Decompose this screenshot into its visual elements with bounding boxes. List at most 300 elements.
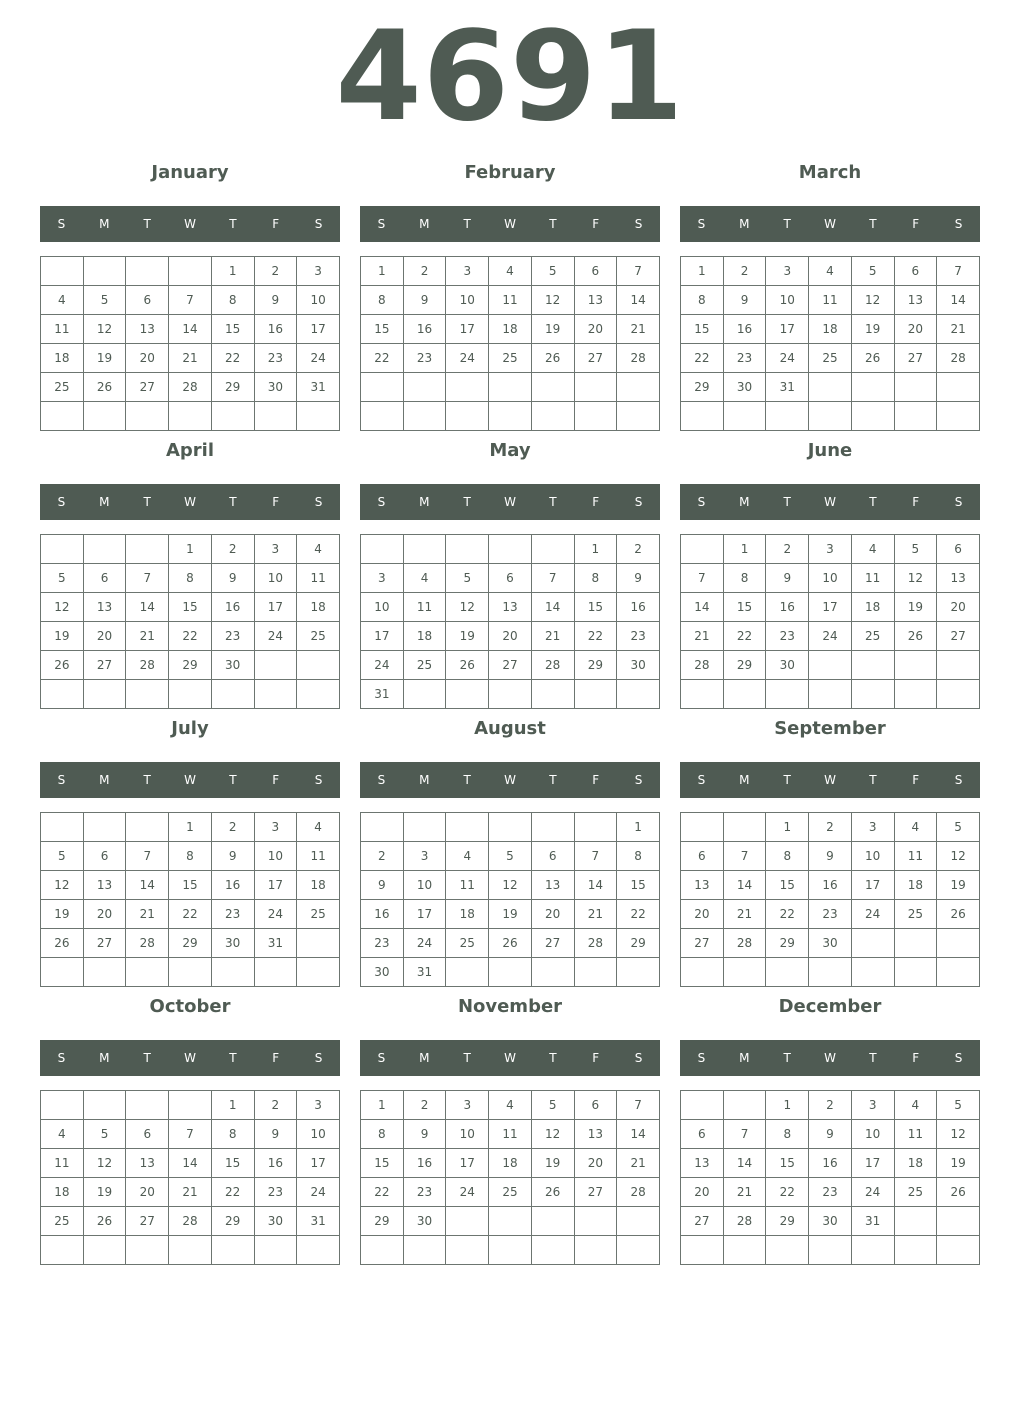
empty-day-cell bbox=[361, 373, 404, 402]
day-cell: 12 bbox=[531, 286, 574, 315]
empty-day-cell bbox=[617, 1207, 660, 1236]
empty-day-cell bbox=[446, 813, 489, 842]
day-cell: 11 bbox=[446, 871, 489, 900]
weekday-label: S bbox=[634, 495, 643, 509]
empty-day-cell bbox=[254, 651, 297, 680]
weekday-label: S bbox=[697, 217, 706, 231]
empty-day-cell bbox=[41, 1091, 84, 1120]
empty-day-cell bbox=[254, 958, 297, 987]
day-cell: 23 bbox=[403, 1178, 446, 1207]
day-grid bbox=[680, 812, 980, 987]
day-cell: 25 bbox=[446, 929, 489, 958]
day-cell: 17 bbox=[361, 622, 404, 651]
day-cell: 18 bbox=[851, 593, 894, 622]
day-cell: 5 bbox=[937, 1091, 980, 1120]
empty-day-cell bbox=[403, 1236, 446, 1265]
day-cell: 23 bbox=[809, 900, 852, 929]
day-cell: 12 bbox=[531, 1120, 574, 1149]
weekday-label: T bbox=[869, 495, 877, 509]
day-cell: 27 bbox=[937, 622, 980, 651]
week-row bbox=[41, 900, 340, 929]
empty-day-cell bbox=[169, 958, 212, 987]
empty-day-cell bbox=[723, 813, 766, 842]
day-cell: 20 bbox=[574, 315, 617, 344]
empty-day-cell bbox=[894, 1207, 937, 1236]
weekday-label: S bbox=[697, 1051, 706, 1065]
empty-day-cell bbox=[489, 1236, 532, 1265]
empty-day-cell bbox=[211, 1236, 254, 1265]
day-cell: 17 bbox=[446, 315, 489, 344]
day-cell: 15 bbox=[361, 315, 404, 344]
day-cell: 16 bbox=[809, 871, 852, 900]
empty-day-cell bbox=[681, 402, 724, 431]
day-cell: 31 bbox=[766, 373, 809, 402]
day-cell: 17 bbox=[851, 871, 894, 900]
day-cell: 14 bbox=[126, 871, 169, 900]
day-cell: 2 bbox=[809, 813, 852, 842]
day-cell: 2 bbox=[211, 813, 254, 842]
day-cell: 24 bbox=[297, 344, 340, 373]
weekday-label: M bbox=[99, 495, 110, 509]
empty-day-cell bbox=[446, 373, 489, 402]
day-cell: 15 bbox=[766, 1149, 809, 1178]
day-grid bbox=[40, 256, 340, 431]
day-cell: 8 bbox=[617, 842, 660, 871]
weekday-label: S bbox=[634, 773, 643, 787]
weekday-label: W bbox=[184, 773, 196, 787]
day-cell: 8 bbox=[361, 1120, 404, 1149]
day-cell: 2 bbox=[403, 1091, 446, 1120]
empty-day-cell bbox=[403, 535, 446, 564]
week-row bbox=[681, 842, 980, 871]
empty-day-cell bbox=[126, 1091, 169, 1120]
day-cell: 2 bbox=[254, 257, 297, 286]
day-cell: 15 bbox=[169, 593, 212, 622]
empty-day-cell bbox=[489, 958, 532, 987]
week-row bbox=[681, 1149, 980, 1178]
day-cell: 20 bbox=[83, 900, 126, 929]
day-cell: 12 bbox=[83, 1149, 126, 1178]
empty-day-cell bbox=[489, 1207, 532, 1236]
weekday-label: S bbox=[954, 495, 963, 509]
day-cell: 3 bbox=[446, 1091, 489, 1120]
day-cell: 28 bbox=[126, 651, 169, 680]
day-cell: 16 bbox=[211, 593, 254, 622]
empty-day-cell bbox=[403, 680, 446, 709]
day-cell: 15 bbox=[211, 315, 254, 344]
empty-day-cell bbox=[851, 958, 894, 987]
day-cell: 7 bbox=[723, 842, 766, 871]
week-row bbox=[361, 813, 660, 842]
day-cell: 28 bbox=[169, 373, 212, 402]
day-cell: 24 bbox=[403, 929, 446, 958]
empty-day-cell bbox=[574, 373, 617, 402]
day-cell: 27 bbox=[894, 344, 937, 373]
day-cell: 6 bbox=[83, 842, 126, 871]
weekday-label: F bbox=[912, 773, 920, 787]
weekday-label: W bbox=[504, 773, 516, 787]
day-cell: 18 bbox=[41, 344, 84, 373]
day-cell: 12 bbox=[489, 871, 532, 900]
weekday-label: W bbox=[184, 217, 196, 231]
day-cell: 26 bbox=[937, 1178, 980, 1207]
day-cell: 18 bbox=[297, 593, 340, 622]
day-cell: 16 bbox=[254, 315, 297, 344]
day-cell: 2 bbox=[211, 535, 254, 564]
day-cell: 30 bbox=[617, 651, 660, 680]
empty-day-cell bbox=[681, 1236, 724, 1265]
week-row bbox=[681, 564, 980, 593]
day-cell: 3 bbox=[403, 842, 446, 871]
week-row bbox=[361, 286, 660, 315]
day-cell: 5 bbox=[446, 564, 489, 593]
empty-day-cell bbox=[531, 373, 574, 402]
week-row bbox=[681, 900, 980, 929]
day-cell: 16 bbox=[403, 315, 446, 344]
weekday-label: M bbox=[99, 1051, 110, 1065]
day-cell: 4 bbox=[851, 535, 894, 564]
day-cell: 23 bbox=[723, 344, 766, 373]
day-cell: 26 bbox=[531, 344, 574, 373]
day-cell: 2 bbox=[617, 535, 660, 564]
day-cell: 25 bbox=[894, 1178, 937, 1207]
empty-day-cell bbox=[574, 958, 617, 987]
day-cell: 16 bbox=[617, 593, 660, 622]
week-row bbox=[361, 871, 660, 900]
empty-day-cell bbox=[681, 813, 724, 842]
empty-day-cell bbox=[617, 1236, 660, 1265]
day-cell: 29 bbox=[766, 1207, 809, 1236]
day-cell: 13 bbox=[574, 286, 617, 315]
weekday-label: M bbox=[419, 495, 430, 509]
day-cell: 26 bbox=[41, 929, 84, 958]
empty-day-cell bbox=[489, 813, 532, 842]
day-cell: 26 bbox=[489, 929, 532, 958]
day-cell: 28 bbox=[531, 651, 574, 680]
day-cell: 20 bbox=[574, 1149, 617, 1178]
day-cell: 24 bbox=[446, 1178, 489, 1207]
week-row bbox=[681, 535, 980, 564]
empty-day-cell bbox=[531, 1236, 574, 1265]
month-name: May bbox=[489, 440, 531, 461]
empty-day-cell bbox=[83, 958, 126, 987]
empty-day-cell bbox=[937, 373, 980, 402]
empty-day-cell bbox=[83, 402, 126, 431]
day-cell: 26 bbox=[83, 373, 126, 402]
day-grid bbox=[680, 1090, 980, 1265]
day-cell: 11 bbox=[489, 286, 532, 315]
day-cell: 20 bbox=[126, 1178, 169, 1207]
empty-day-cell bbox=[574, 1207, 617, 1236]
week-row bbox=[681, 929, 980, 958]
day-cell: 19 bbox=[531, 1149, 574, 1178]
empty-day-cell bbox=[297, 402, 340, 431]
week-row bbox=[681, 1207, 980, 1236]
week-row bbox=[41, 813, 340, 842]
day-cell: 9 bbox=[361, 871, 404, 900]
weekday-label: T bbox=[463, 217, 471, 231]
empty-day-cell bbox=[211, 958, 254, 987]
day-cell: 25 bbox=[41, 373, 84, 402]
empty-day-cell bbox=[361, 813, 404, 842]
week-row bbox=[41, 622, 340, 651]
weekday-label: T bbox=[229, 1051, 237, 1065]
day-cell: 23 bbox=[211, 622, 254, 651]
empty-day-cell bbox=[809, 402, 852, 431]
week-row bbox=[41, 535, 340, 564]
empty-day-cell bbox=[41, 1236, 84, 1265]
week-row bbox=[361, 680, 660, 709]
day-cell: 24 bbox=[254, 900, 297, 929]
day-cell: 9 bbox=[766, 564, 809, 593]
empty-day-cell bbox=[894, 929, 937, 958]
day-cell: 29 bbox=[211, 373, 254, 402]
day-cell: 15 bbox=[361, 1149, 404, 1178]
day-cell: 18 bbox=[403, 622, 446, 651]
day-cell: 29 bbox=[681, 373, 724, 402]
day-cell: 24 bbox=[446, 344, 489, 373]
day-grid bbox=[680, 256, 980, 431]
day-cell: 13 bbox=[126, 315, 169, 344]
day-cell: 28 bbox=[723, 1207, 766, 1236]
day-cell: 30 bbox=[723, 373, 766, 402]
empty-day-cell bbox=[809, 1236, 852, 1265]
day-cell: 28 bbox=[937, 344, 980, 373]
day-cell: 18 bbox=[41, 1178, 84, 1207]
weekday-label: M bbox=[99, 773, 110, 787]
day-cell: 1 bbox=[723, 535, 766, 564]
day-cell: 9 bbox=[617, 564, 660, 593]
empty-day-cell bbox=[894, 1236, 937, 1265]
day-cell: 25 bbox=[41, 1207, 84, 1236]
day-cell: 9 bbox=[809, 1120, 852, 1149]
weekday-label: S bbox=[314, 1051, 323, 1065]
weekday-label: F bbox=[912, 495, 920, 509]
day-cell: 23 bbox=[403, 344, 446, 373]
day-cell: 4 bbox=[297, 535, 340, 564]
weekday-label: S bbox=[377, 1051, 386, 1065]
day-cell: 20 bbox=[489, 622, 532, 651]
day-cell: 27 bbox=[83, 651, 126, 680]
empty-day-cell bbox=[531, 958, 574, 987]
day-cell: 7 bbox=[617, 257, 660, 286]
weekday-label: T bbox=[143, 217, 151, 231]
week-row bbox=[41, 842, 340, 871]
weekday-header bbox=[40, 206, 340, 242]
weekday-label: S bbox=[954, 773, 963, 787]
day-cell: 12 bbox=[937, 1120, 980, 1149]
day-cell: 15 bbox=[617, 871, 660, 900]
day-cell: 14 bbox=[617, 286, 660, 315]
empty-day-cell bbox=[446, 1207, 489, 1236]
day-cell: 6 bbox=[574, 257, 617, 286]
day-cell: 8 bbox=[766, 842, 809, 871]
day-cell: 26 bbox=[937, 900, 980, 929]
week-row bbox=[361, 564, 660, 593]
weekday-label: W bbox=[824, 495, 836, 509]
empty-day-cell bbox=[574, 1236, 617, 1265]
day-cell: 8 bbox=[169, 842, 212, 871]
day-cell: 18 bbox=[489, 315, 532, 344]
day-cell: 16 bbox=[211, 871, 254, 900]
day-cell: 3 bbox=[254, 813, 297, 842]
day-cell: 30 bbox=[403, 1207, 446, 1236]
day-cell: 25 bbox=[489, 1178, 532, 1207]
month-name: October bbox=[149, 996, 231, 1017]
month-name: August bbox=[474, 718, 546, 739]
day-cell: 11 bbox=[489, 1120, 532, 1149]
empty-day-cell bbox=[723, 1236, 766, 1265]
day-cell: 19 bbox=[894, 593, 937, 622]
weekday-label: T bbox=[143, 1051, 151, 1065]
day-cell: 1 bbox=[617, 813, 660, 842]
day-cell: 27 bbox=[681, 1207, 724, 1236]
day-cell: 14 bbox=[617, 1120, 660, 1149]
day-cell: 28 bbox=[617, 1178, 660, 1207]
day-cell: 17 bbox=[809, 593, 852, 622]
weekday-label: F bbox=[272, 773, 280, 787]
day-cell: 13 bbox=[83, 593, 126, 622]
day-cell: 16 bbox=[361, 900, 404, 929]
day-cell: 24 bbox=[766, 344, 809, 373]
day-cell: 27 bbox=[83, 929, 126, 958]
day-cell: 25 bbox=[489, 344, 532, 373]
day-cell: 30 bbox=[211, 651, 254, 680]
month-name: March bbox=[798, 162, 862, 183]
day-cell: 12 bbox=[851, 286, 894, 315]
day-cell: 10 bbox=[254, 564, 297, 593]
weekday-label: T bbox=[783, 495, 791, 509]
empty-day-cell bbox=[531, 402, 574, 431]
day-cell: 9 bbox=[403, 1120, 446, 1149]
week-row bbox=[361, 1236, 660, 1265]
day-cell: 10 bbox=[361, 593, 404, 622]
day-cell: 17 bbox=[403, 900, 446, 929]
weekday-header bbox=[360, 484, 660, 520]
empty-day-cell bbox=[169, 257, 212, 286]
day-cell: 13 bbox=[681, 1149, 724, 1178]
day-cell: 8 bbox=[574, 564, 617, 593]
day-cell: 5 bbox=[531, 257, 574, 286]
day-cell: 29 bbox=[211, 1207, 254, 1236]
week-row bbox=[41, 564, 340, 593]
day-cell: 17 bbox=[254, 593, 297, 622]
empty-day-cell bbox=[894, 680, 937, 709]
week-row bbox=[41, 286, 340, 315]
day-cell: 19 bbox=[41, 900, 84, 929]
day-cell: 20 bbox=[126, 344, 169, 373]
weekday-label: S bbox=[634, 217, 643, 231]
weekday-header bbox=[40, 762, 340, 798]
day-cell: 13 bbox=[489, 593, 532, 622]
empty-day-cell bbox=[126, 958, 169, 987]
week-row bbox=[41, 257, 340, 286]
day-grid bbox=[360, 534, 660, 709]
day-cell: 25 bbox=[894, 900, 937, 929]
day-cell: 17 bbox=[297, 1149, 340, 1178]
day-cell: 19 bbox=[937, 871, 980, 900]
day-cell: 31 bbox=[297, 373, 340, 402]
day-cell: 30 bbox=[211, 929, 254, 958]
day-cell: 19 bbox=[83, 344, 126, 373]
day-cell: 18 bbox=[894, 1149, 937, 1178]
weekday-label: S bbox=[377, 217, 386, 231]
day-cell: 23 bbox=[254, 1178, 297, 1207]
week-row bbox=[41, 1178, 340, 1207]
day-cell: 30 bbox=[254, 1207, 297, 1236]
month-name: December bbox=[778, 996, 882, 1017]
day-cell: 22 bbox=[766, 1178, 809, 1207]
week-row bbox=[681, 257, 980, 286]
day-cell: 27 bbox=[126, 1207, 169, 1236]
day-cell: 19 bbox=[937, 1149, 980, 1178]
empty-day-cell bbox=[254, 680, 297, 709]
day-cell: 18 bbox=[297, 871, 340, 900]
weekday-label: S bbox=[314, 217, 323, 231]
day-cell: 4 bbox=[809, 257, 852, 286]
day-cell: 26 bbox=[851, 344, 894, 373]
day-cell: 12 bbox=[41, 593, 84, 622]
day-cell: 1 bbox=[169, 535, 212, 564]
empty-day-cell bbox=[894, 402, 937, 431]
day-cell: 4 bbox=[446, 842, 489, 871]
empty-day-cell bbox=[126, 813, 169, 842]
empty-day-cell bbox=[617, 958, 660, 987]
day-cell: 11 bbox=[403, 593, 446, 622]
weekday-label: S bbox=[57, 773, 66, 787]
empty-day-cell bbox=[894, 958, 937, 987]
day-cell: 21 bbox=[126, 622, 169, 651]
empty-day-cell bbox=[531, 1207, 574, 1236]
weekday-label: S bbox=[57, 1051, 66, 1065]
week-row bbox=[681, 680, 980, 709]
day-cell: 9 bbox=[403, 286, 446, 315]
day-cell: 12 bbox=[83, 315, 126, 344]
day-cell: 1 bbox=[361, 1091, 404, 1120]
day-cell: 4 bbox=[894, 813, 937, 842]
weekday-label: S bbox=[377, 773, 386, 787]
day-cell: 14 bbox=[574, 871, 617, 900]
day-cell: 13 bbox=[681, 871, 724, 900]
empty-day-cell bbox=[531, 680, 574, 709]
day-cell: 27 bbox=[574, 344, 617, 373]
day-cell: 3 bbox=[446, 257, 489, 286]
weekday-label: F bbox=[592, 495, 600, 509]
day-cell: 22 bbox=[681, 344, 724, 373]
week-row bbox=[361, 535, 660, 564]
empty-day-cell bbox=[211, 402, 254, 431]
day-cell: 13 bbox=[574, 1120, 617, 1149]
weekday-label: S bbox=[954, 1051, 963, 1065]
day-cell: 16 bbox=[254, 1149, 297, 1178]
day-cell: 2 bbox=[723, 257, 766, 286]
week-row bbox=[681, 286, 980, 315]
day-cell: 28 bbox=[574, 929, 617, 958]
weekday-label: T bbox=[229, 773, 237, 787]
day-cell: 11 bbox=[41, 1149, 84, 1178]
empty-day-cell bbox=[297, 651, 340, 680]
empty-day-cell bbox=[361, 535, 404, 564]
weekday-header bbox=[680, 484, 980, 520]
week-row bbox=[361, 344, 660, 373]
day-grid bbox=[360, 812, 660, 987]
month-name: September bbox=[774, 718, 886, 739]
day-cell: 1 bbox=[211, 1091, 254, 1120]
week-row bbox=[681, 1120, 980, 1149]
day-cell: 19 bbox=[446, 622, 489, 651]
day-cell: 8 bbox=[766, 1120, 809, 1149]
empty-day-cell bbox=[489, 373, 532, 402]
